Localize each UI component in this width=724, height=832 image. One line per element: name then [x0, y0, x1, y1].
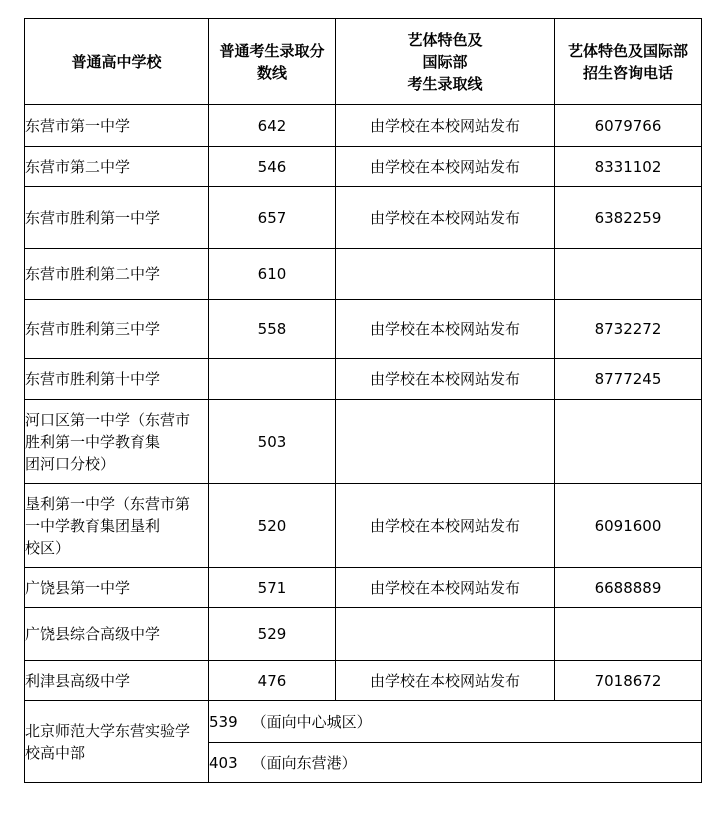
- score-cell: 610: [209, 249, 336, 300]
- score-cell: 558: [209, 300, 336, 359]
- score-cell: 657: [209, 187, 336, 249]
- art-score-cell: [336, 249, 555, 300]
- score-cell: 546: [209, 147, 336, 187]
- phone-cell: 8331102: [555, 147, 702, 187]
- table-row: [25, 187, 702, 249]
- header-art-line: 国际部: [422, 52, 468, 71]
- art-score-cell: 由学校在本校网站发布: [336, 147, 555, 187]
- phone-cell: 6079766: [555, 105, 702, 147]
- school-name-cell: [25, 608, 209, 661]
- phone-cell: 8732272: [555, 300, 702, 359]
- school-name-cell: [25, 400, 209, 484]
- score-note: （面向东营港）: [251, 753, 357, 772]
- score-cell: 529: [209, 608, 336, 661]
- school-name-cell: [25, 105, 209, 147]
- phone-cell: 6091600: [555, 484, 702, 568]
- header-phone: [555, 19, 702, 105]
- combined-score-cell: [209, 701, 702, 743]
- header-school-label: 普通高中学校: [71, 52, 162, 71]
- school-name: 广饶县第一中学: [25, 578, 131, 597]
- table-row: [25, 400, 702, 484]
- table-row: [25, 105, 702, 147]
- phone-cell: 8777245: [555, 359, 702, 400]
- art-score-cell: 由学校在本校网站发布: [336, 105, 555, 147]
- header-phone-line: 招生咨询电话: [582, 63, 673, 82]
- phone-cell: 6688889: [555, 568, 702, 608]
- header-school: [25, 19, 209, 105]
- school-name-cell: [25, 187, 209, 249]
- score-cell: 520: [209, 484, 336, 568]
- header-art-line: 考生录取线: [407, 74, 483, 93]
- school-name-line: 垦利第一中学（东营市第: [25, 494, 191, 513]
- art-score-cell: 由学校在本校网站发布: [336, 484, 555, 568]
- school-name: 东营市胜利第十中学: [25, 370, 161, 388]
- school-name-cell: [25, 300, 209, 359]
- header-phone-line: 艺体特色及国际部: [567, 41, 688, 60]
- art-score-cell: 由学校在本校网站发布: [336, 568, 555, 608]
- school-name: 东营市第一中学: [25, 116, 131, 135]
- score-cell: [209, 359, 336, 400]
- art-score-cell: [336, 400, 555, 484]
- table-row: [25, 300, 702, 359]
- score-note: （面向中心城区）: [251, 712, 372, 731]
- art-score-cell: 由学校在本校网站发布: [336, 187, 555, 249]
- school-name-cell: [25, 359, 209, 400]
- art-score-cell: 由学校在本校网站发布: [336, 300, 555, 359]
- phone-cell: 7018672: [555, 661, 702, 701]
- table-row: [25, 484, 702, 568]
- school-name-line: 一中学教育集团垦利: [25, 516, 161, 535]
- table-row: [25, 661, 702, 701]
- score-cell: 503: [209, 400, 336, 484]
- art-score-cell: 由学校在本校网站发布: [336, 359, 555, 400]
- school-name: 东营市胜利第一中学: [25, 208, 161, 227]
- school-name: 东营市胜利第二中学: [25, 265, 161, 283]
- school-name: 利津县高级中学: [25, 671, 131, 690]
- score-cell: 571: [209, 568, 336, 608]
- header-score-line: 普通考生录取分: [219, 41, 325, 60]
- school-name-line: 胜利第一中学教育集: [25, 432, 161, 451]
- school-name: 广饶县综合高级中学: [25, 625, 161, 643]
- header-score: [209, 19, 336, 105]
- score-cell: 642: [209, 105, 336, 147]
- table-row: [25, 359, 702, 400]
- phone-cell: [555, 608, 702, 661]
- school-name-cell: [25, 249, 209, 300]
- phone-cell: [555, 249, 702, 300]
- art-score-cell: [336, 608, 555, 661]
- school-name-cell: [25, 701, 209, 783]
- school-name-line: 河口区第一中学（东营市: [25, 410, 191, 429]
- table-row: [25, 568, 702, 608]
- phone-cell: 6382259: [555, 187, 702, 249]
- header-score-line: 数线: [256, 63, 287, 82]
- score-value: 403: [209, 753, 238, 772]
- phone-cell: [555, 400, 702, 484]
- admission-score-table: [24, 18, 702, 783]
- school-name-cell: [25, 568, 209, 608]
- school-name-line: 校高中部: [25, 743, 86, 762]
- score-cell: 476: [209, 661, 336, 701]
- combined-score-cell: [209, 743, 702, 783]
- school-name-cell: [25, 661, 209, 701]
- table-row: [25, 608, 702, 661]
- school-name-line: 团河口分校）: [25, 454, 116, 473]
- school-name-cell: [25, 484, 209, 568]
- school-name: 东营市胜利第三中学: [25, 320, 161, 338]
- school-name-line: 校区）: [25, 538, 71, 557]
- table-row: [25, 147, 702, 187]
- header-art: [336, 19, 555, 105]
- score-value: 539: [209, 712, 238, 731]
- header-art-line: 艺体特色及: [407, 30, 483, 49]
- table-row: [25, 701, 702, 743]
- table-row: [25, 249, 702, 300]
- school-name-line: 北京师范大学东营实验学: [25, 721, 191, 740]
- school-name-cell: [25, 147, 209, 187]
- art-score-cell: 由学校在本校网站发布: [336, 661, 555, 701]
- school-name: 东营市第二中学: [25, 157, 131, 176]
- table-header-row: [25, 19, 702, 105]
